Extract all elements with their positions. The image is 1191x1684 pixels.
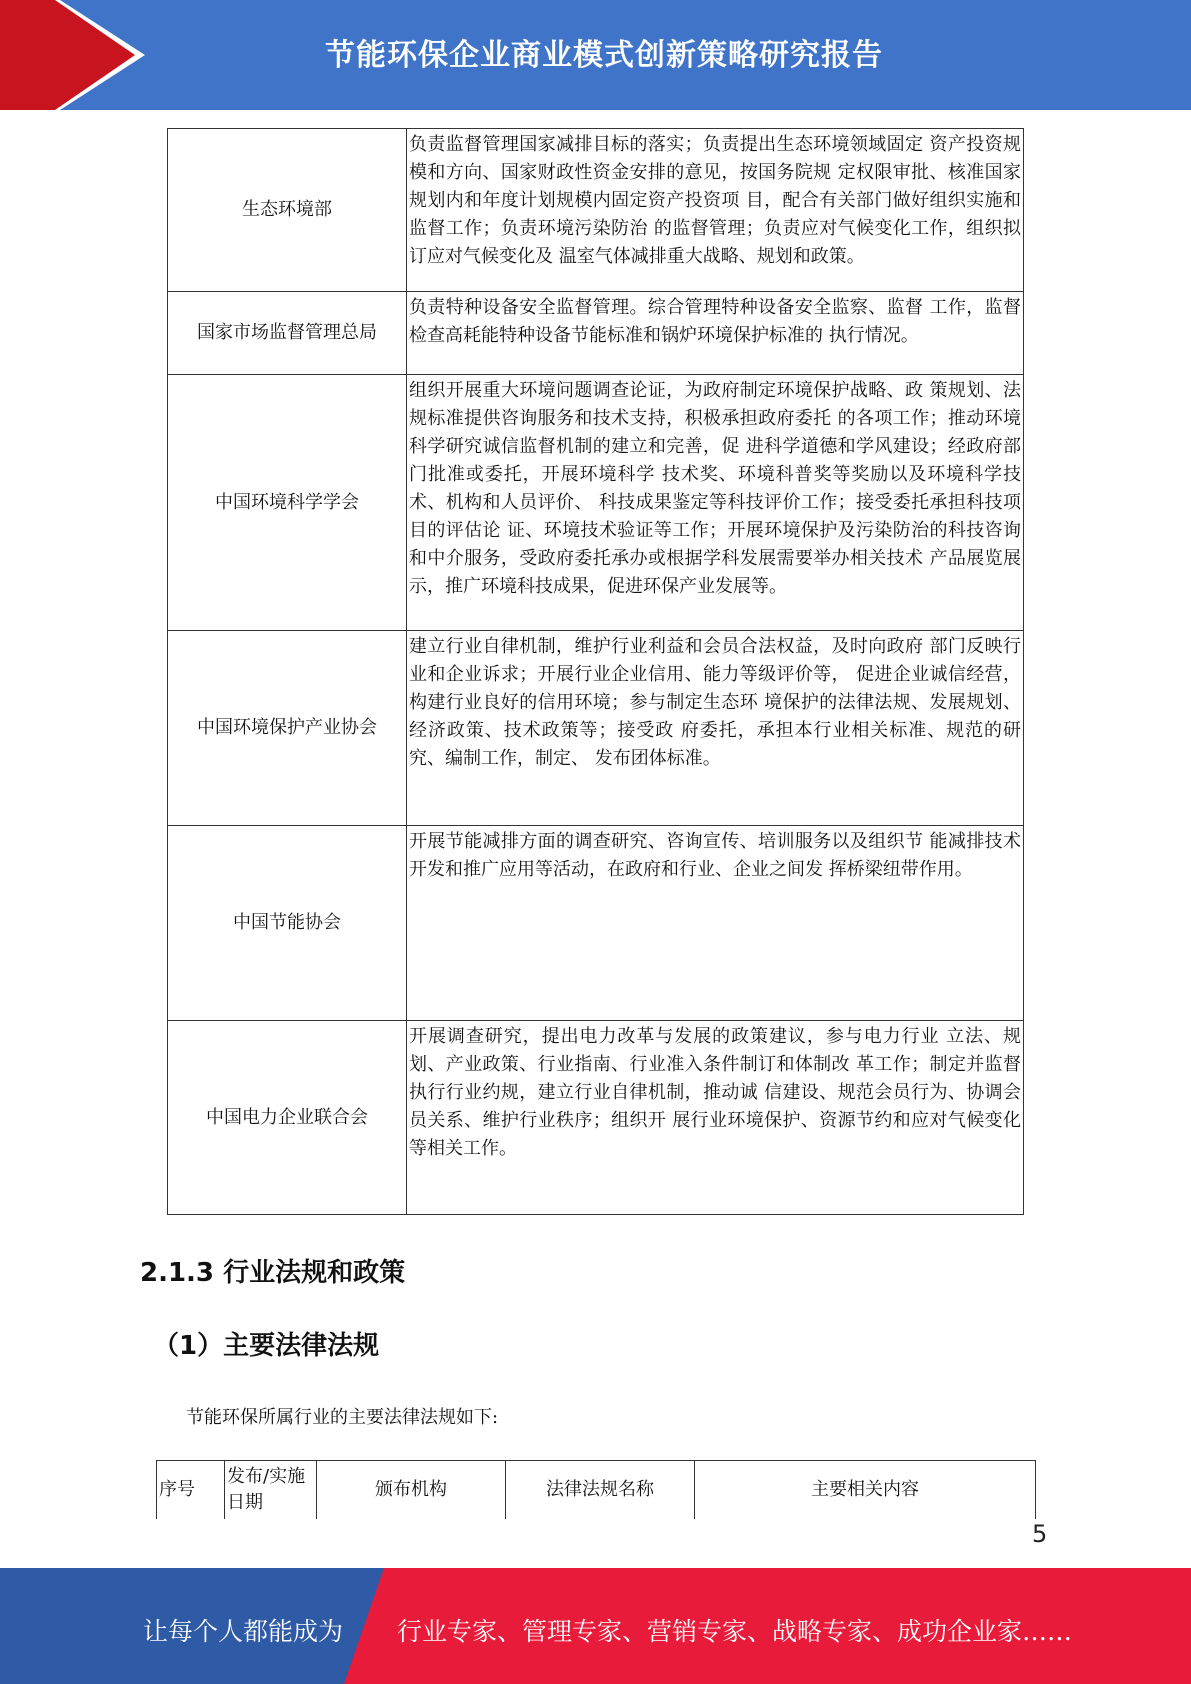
footer-slogan-right: 行业专家、管理专家、营销专家、战略专家、成功企业家…… xyxy=(397,1617,1073,1646)
header-arrow-decoration xyxy=(0,0,150,110)
org-description: 开展调查研究，提出电力改革与发展的政策建议，参与电力行业 立法、规划、产业政策、行业指南、行业准入条件制订和体制改 革工作；制定并监督执行行业约规，建立行业自律机制，推动诚 信建设、规范会员行为、协调会员关系、维护行业秩序；组织开 展行业环境保护、资源节约和应对气候变化等相关工作。 xyxy=(407,1021,1024,1215)
table-row xyxy=(168,631,1024,826)
page-footer xyxy=(0,1568,1191,1684)
column-header-date: 发布/实施日期 xyxy=(225,1461,317,1520)
page-header xyxy=(0,0,1191,110)
org-description: 建立行业自律机制，维护行业利益和会员合法权益，及时向政府 部门反映行业和企业诉求；开展行业企业信用、能力等级评价等， 促进企业诚信经营，构建行业良好的信用环境；参与制定生态环 境保护的法律法规、发展规划、经济政策、技术政策等；接受政 府委托，承担本行业相关标准、规范的研究、编制工作，制定、 发布团体标准。 xyxy=(407,631,1024,826)
page-number: 5 xyxy=(1032,1520,1048,1548)
law-table xyxy=(156,1460,1036,1519)
org-name: 中国环境保护产业协会 xyxy=(168,631,407,826)
sub-heading: （1）主要法律法规 xyxy=(153,1331,380,1361)
table-row xyxy=(168,292,1024,375)
org-name: 中国节能协会 xyxy=(168,826,407,1021)
table-row xyxy=(168,129,1024,292)
column-header-law-name: 法律法规名称 xyxy=(506,1461,695,1520)
org-description: 开展节能减排方面的调查研究、咨询宣传、培训服务以及组织节 能减排技术开发和推广应用等活动，在政府和行业、企业之间发 挥桥梁纽带作用。 xyxy=(407,826,1024,1021)
section-heading: 2.1.3 行业法规和政策 xyxy=(140,1258,406,1288)
column-header-agency: 颁布机构 xyxy=(317,1461,506,1520)
org-description: 组织开展重大环境问题调查论证，为政府制定环境保护战略、政 策规划、法规标准提供咨询服务和技术支持，积极承担政府委托 的各项工作；推动环境科学研究诚信监督机制的建立和完善，促 进科学道德和学风建设；经政府部门批准或委托，开展环境科学 技术奖、环境科普奖等奖励以及环境科学技术、机构和人员评价、 科技成果鉴定等科技评价工作；接受委托承担科技项目的评估论 证、环境技术验证等工作；开展环境保护及污染防治的科技咨询和中介服务，受政府委托承办或根据学科发展需要举办相关技术 产品展览展示，推广环境科技成果，促进环保产业发展等。 xyxy=(407,375,1024,631)
column-header-index: 序号 xyxy=(157,1461,225,1520)
table-row xyxy=(168,826,1024,1021)
table-row xyxy=(168,1021,1024,1215)
table-header-row xyxy=(157,1461,1036,1520)
report-title: 节能环保企业商业模式创新策略研究报告 xyxy=(325,38,883,73)
org-description: 负责监督管理国家减排目标的落实；负责提出生态环境领域固定 资产投资规模和方向、国家财政性资金安排的意见，按国务院规 定权限审批、核准国家规划内和年度计划规模内固定资产投资项 目，配合有关部门做好组织实施和监督工作；负责环境污染防治 的监督管理；负责应对气候变化工作，组织拟订应对气候变化及 温室气体减排重大战略、规划和政策。 xyxy=(407,129,1024,292)
column-header-content: 主要相关内容 xyxy=(695,1461,1036,1520)
footer-slogan-left: 让每个人都能成为 xyxy=(143,1617,344,1646)
org-name: 中国电力企业联合会 xyxy=(168,1021,407,1215)
intro-paragraph: 节能环保所属行业的主要法律法规如下: xyxy=(186,1407,499,1428)
table-row xyxy=(168,375,1024,631)
org-description: 负责特种设备安全监督管理。综合管理特种设备安全监察、监督 工作，监督检查高耗能特种设备节能标准和锅炉环境保护标准的 执行情况。 xyxy=(407,292,1024,375)
org-name: 国家市场监督管理总局 xyxy=(168,292,407,375)
org-name: 中国环境科学学会 xyxy=(168,375,407,631)
organization-table xyxy=(167,128,1024,1215)
org-name: 生态环境部 xyxy=(168,129,407,292)
